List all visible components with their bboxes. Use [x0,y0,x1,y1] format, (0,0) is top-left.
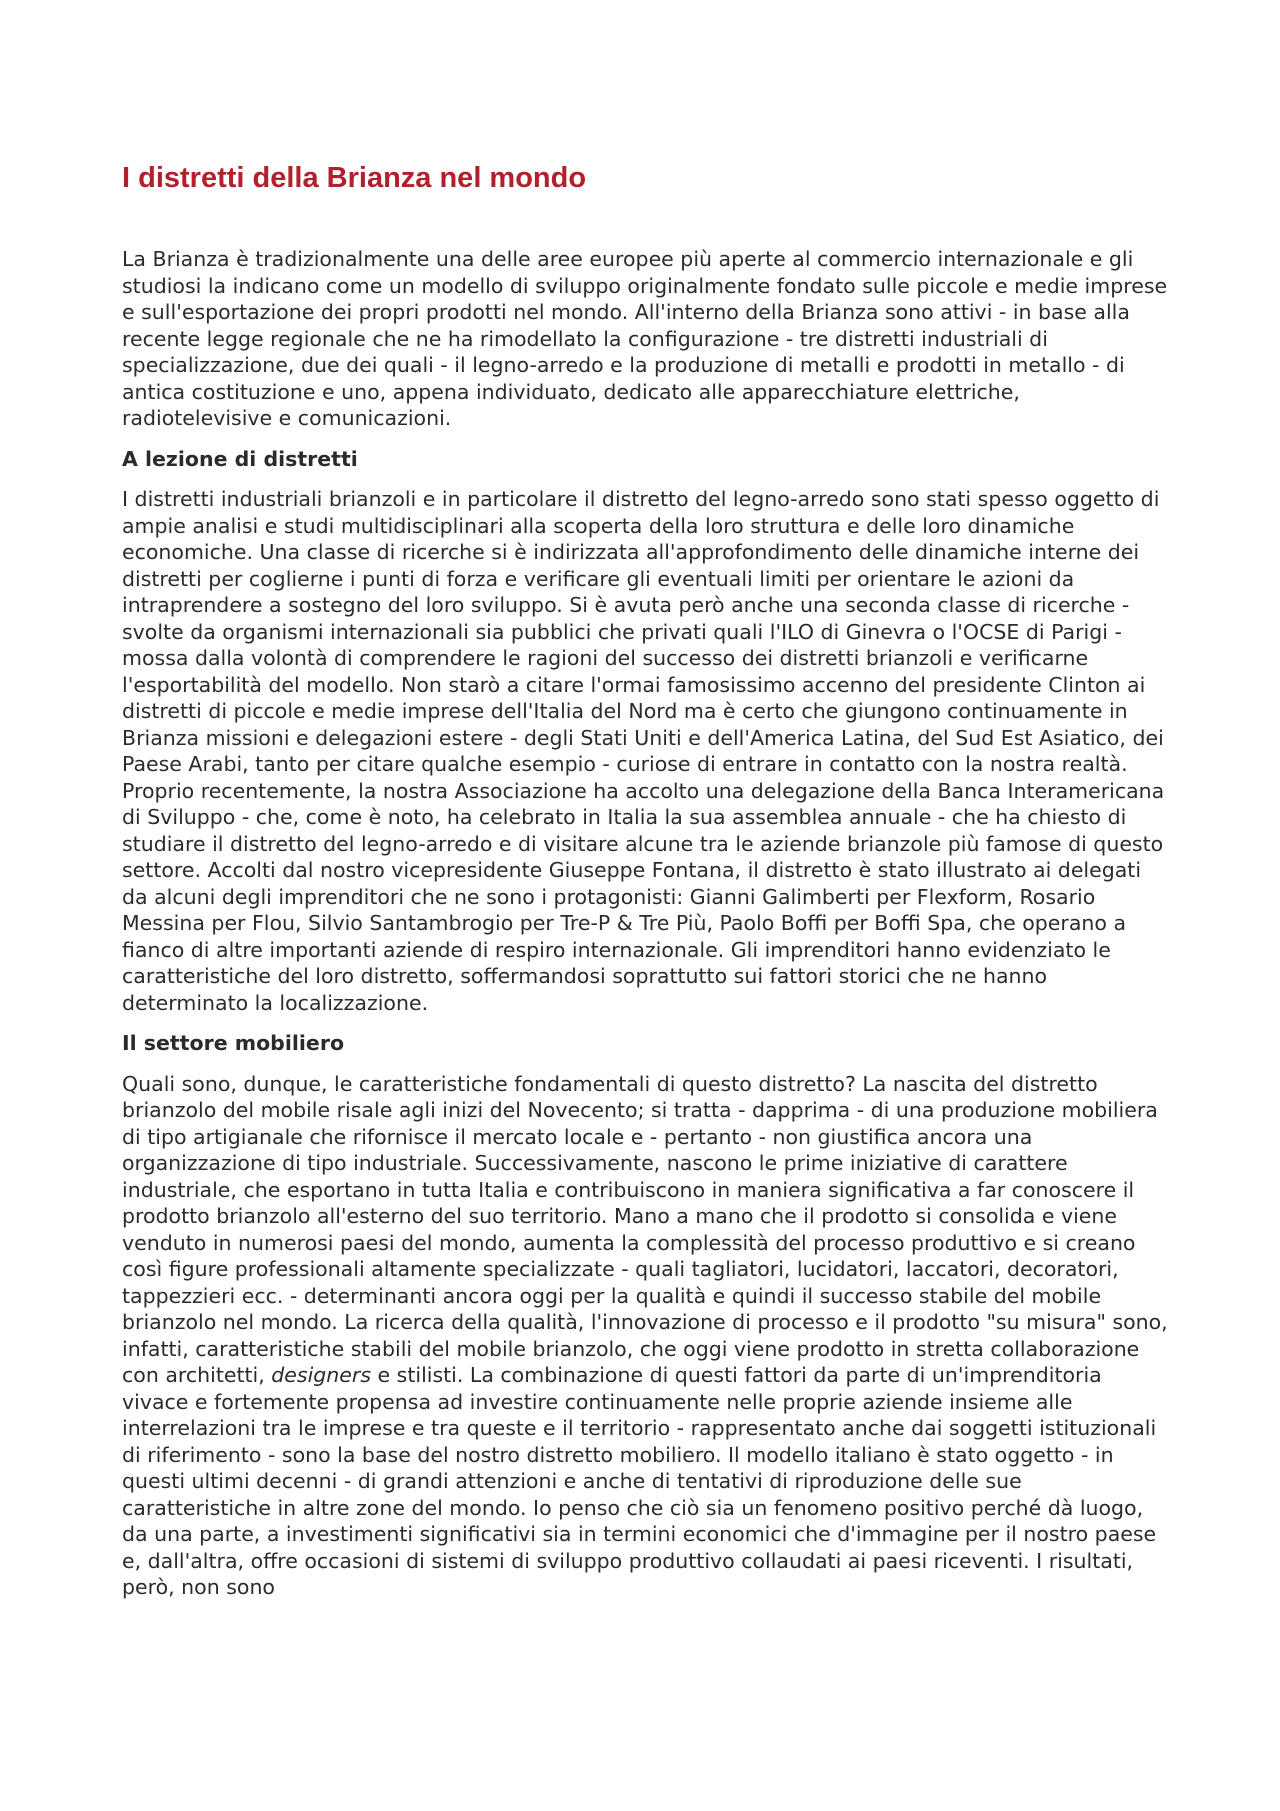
section-paragraph-settore-mobiliero [122,1071,1172,1601]
paragraph-text-part-2: e stilisti. La combinazione di questi fattori da parte di un'imprenditoria vivace e fortemente propensa ad investire continuamente nelle proprie aziende insieme alle interrelazioni tra le imprese e tra queste e il territorio - rappresentato anche dai soggetti istituzionali di riferimento - sono la base del nostro distretto mobiliero. Il modello italiano è stato oggetto - in questi ultimi decenni - di grandi attenzioni e anche di tentativi di riproduzione delle sue caratteristiche in altre zone del mondo. Io penso che ciò sia un fenomeno positivo perché dà luogo, da una parte, a investimenti significativi sia in termini economici che d'immagine per il nostro paese e, dall'altra, offre occasioni di sistemi di sviluppo produttivo collaudati ai paesi riceventi. I risultati, però, non sono [122,1363,1157,1599]
paragraph-text-part-1: Quali sono, dunque, le caratteristiche fondamentali di questo distretto? La nascita del distretto brianzolo del mobile risale agli inizi del Novecento; si tratta - dapprima - di una produzione mobiliera di tipo artigianale che rifornisce il mercato locale e - pertanto - non giustifica ancora una organizzazione di tipo industriale. Successivamente, nascono le prime iniziative di carattere industriale, che esportano in tutta Italia e contribuiscono in maniera significativa a far conoscere il prodotto brianzolo all'esterno del suo territorio. Mano a mano che il prodotto si consolida e viene venduto in numerosi paesi del mondo, aumenta la complessità del processo produttivo e si creano così figure professionali altamente specializzate - quali tagliatori, lucidatori, laccatori, decoratori, tappezzieri ecc. - determinanti ancora oggi per la qualità e quindi il successo stabile del mobile brianzolo nel mondo. La ricerca della qualità, l'innovazione di processo e il prodotto "su misura" sono, infatti, caratteristiche stabili del mobile brianzolo, che oggi viene prodotto in stretta collaborazione con architetti, [122,1071,1168,1387]
document-content [122,160,1172,1615]
emphasized-term: designers [271,1363,372,1387]
section-heading-lezione-distretti: A lezione di distretti [122,446,358,471]
section-paragraph-lezione-distretti: I distretti industriali brianzoli e in particolare il distretto del legno-arredo sono stati spesso oggetto di ampie analisi e studi multidisciplinari alla scoperta della loro struttura e delle loro dinamiche economiche. Una classe di ricerche si è indirizzata all'approfondimento delle dinamiche interne dei distretti per coglierne i punti di forza e verificare gli eventuali limiti per orientare le azioni da intraprendere a sostegno del loro sviluppo. Si è avuta però anche una seconda classe di ricerche - svolte da organismi internazionali sia pubblici che privati quali l'ILO di Ginevra o l'OCSE di Parigi - mossa dalla volontà di comprendere le ragioni del successo dei distretti brianzoli e verificarne l'esportabilità del modello. Non starò a citare l'ormai famosissimo accenno del presidente Clinton ai distretti di piccole e medie imprese dell'Italia del Nord ma è certo che giungono continuamente in Brianza missioni e delegazioni estere - degli Stati Uniti e dell'America Latina, del Sud Est Asiatico, dei Paese Arabi, tanto per citare qualche esempio - curiose di entrare in contatto con la nostra realtà. Proprio recentemente, la nostra Associazione ha accolto una delegazione della Banca Interamericana di Sviluppo - che, come è noto, ha celebrato in Italia la sua assemblea annuale - che ha chiesto di studiare il distretto del legno-arredo e di visitare alcune tra le aziende brianzole più famose di questo settore. Accolti dal nostro vicepresidente Giuseppe Fontana, il distretto è stato illustrato ai delegati da alcuni degli imprenditori che ne sono i protagonisti: Gianni Galimberti per Flexform, Rosario Messina per Flou, Silvio Santambrogio per Tre-P & Tre Più, Paolo Boffi per Boffi Spa, che operano a fianco di altre importanti aziende di respiro internazionale. Gli imprenditori hanno evidenziato le caratteristiche del loro distretto, soffermandosi soprattutto sui fattori storici che ne hanno determinato la localizzazione. [122,487,1165,1015]
page-title: I distretti della Brianza nel mondo [122,162,587,194]
section-heading-settore-mobiliero: Il settore mobiliero [122,1031,345,1055]
intro-paragraph: La Brianza è tradizionalmente una delle aree europee più aperte al commercio internazionale e gli studiosi la indicano come un modello di sviluppo originalmente fondato sulle piccole e medie imprese e sull'esportazione dei propri prodotti nel mondo. All'interno della Brianza sono attivi - in base alla recente legge regionale che ne ha rimodellato la configurazione - tre distretti industriali di specializzazione, due dei quali - il legno-arredo e la produzione di metalli e prodotti in metallo - di antica costituzione e uno, appena individuato, dedicato alle apparecchiature elettriche, radiotelevisive e comunicazioni. [122,247,1168,430]
